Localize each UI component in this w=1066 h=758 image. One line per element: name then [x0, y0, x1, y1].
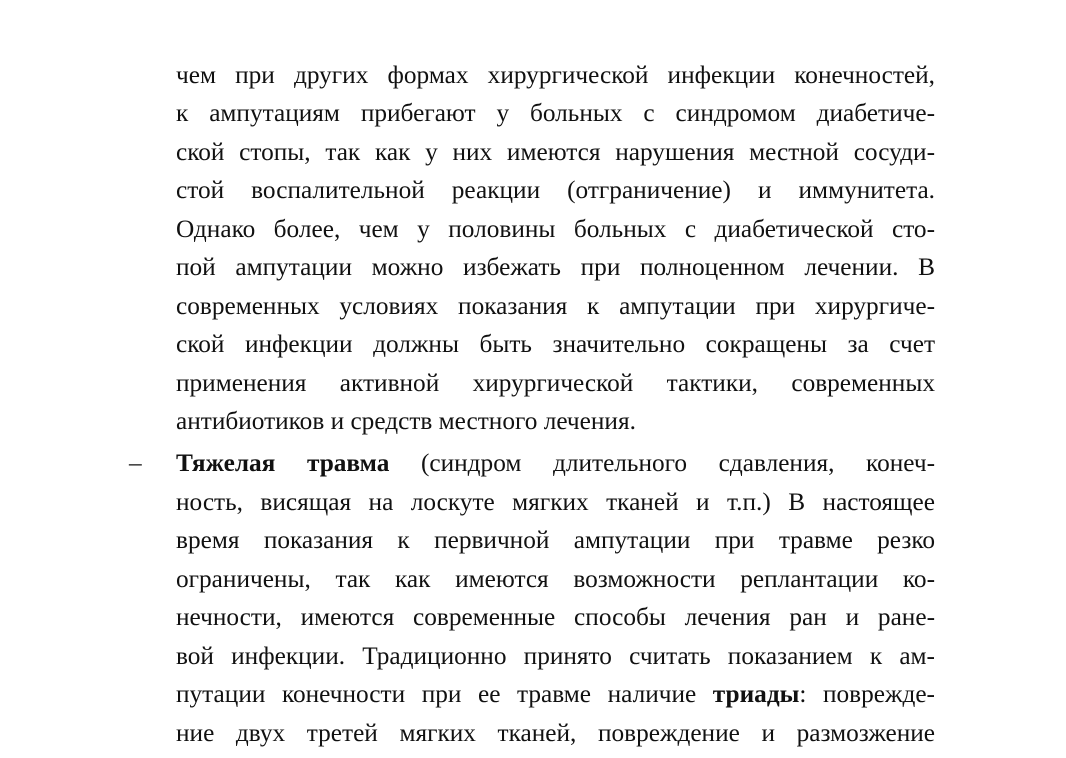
list-item-line: время показания к первичной ампутации при травме резко: [176, 526, 935, 554]
list-marker-dash: –: [129, 449, 142, 477]
list-item-line: нечности, имеются современные способы лечения ран и ране-: [176, 603, 935, 631]
list-item-first-line: [176, 448, 935, 478]
list-item-term: Тяжелая травма: [176, 449, 390, 477]
paragraph-line: применения активной хирургической тактики, современных: [176, 369, 935, 397]
list-item-line: ность, висящая на лоскуте мягких тканей и т.п.) В настоящее: [176, 488, 935, 516]
paragraph-line: ской инфекции должны быть значительно сокращены за счет: [176, 330, 935, 358]
paragraph-line: чем при других формах хирургической инфекции конечностей,: [176, 61, 935, 89]
triad-term: триады: [712, 680, 800, 708]
list-item-line: ние двух третей мягких тканей, повреждение и размозжение: [176, 719, 935, 747]
paragraph-line: стой воспалительной реакции (отграничение) и иммунитета.: [176, 176, 935, 204]
list-item-text: (синдром длительного сдавления, конеч-: [389, 449, 935, 477]
paragraph-line: к ампутациям прибегают у больных с синдромом диабетиче-: [176, 99, 935, 127]
list-item-line: вой инфекции. Традиционно принято считать показанием к ам-: [176, 642, 935, 670]
paragraph-line: антибиотиков и средств местного лечения.: [176, 407, 636, 435]
paragraph-line: ской стопы, так как у них имеются нарушения местной сосуди-: [176, 138, 935, 166]
paragraph-line: пой ампутации можно избежать при полноценном лечении. В: [176, 253, 935, 281]
list-item-triad-line: [176, 679, 935, 709]
triad-line-text: путации конечности при ее травме наличие: [176, 680, 713, 708]
paragraph-line: современных условиях показания к ампутации при хирургиче-: [176, 292, 935, 320]
paragraph-line: Однако более, чем у половины больных с диабетической сто-: [176, 215, 935, 243]
list-item-line: ограничены, так как имеются возможности реплантации ко-: [176, 565, 935, 593]
triad-line-text-after: : поврежде-: [799, 680, 935, 708]
